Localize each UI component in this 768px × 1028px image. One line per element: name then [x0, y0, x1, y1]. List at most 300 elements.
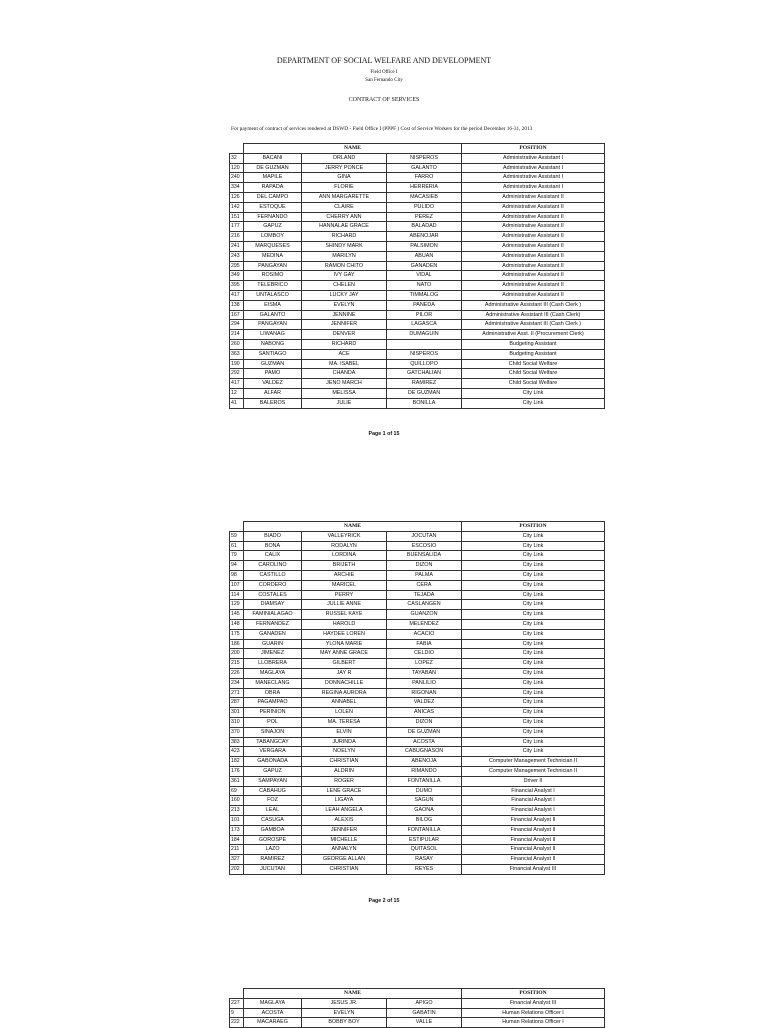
position-cell: Financial Analyst III	[462, 998, 605, 1008]
middle-name-cell: DIZON	[387, 561, 462, 571]
header-position: POSITION	[462, 989, 605, 999]
position-cell: City Link	[462, 708, 605, 718]
row-number-cell: 200	[230, 649, 244, 659]
first-name-cell: ROGER	[302, 776, 387, 786]
last-name-cell: LOMBOY	[244, 232, 302, 242]
position-cell: Financial Analyst II	[462, 815, 605, 825]
last-name-cell: MARQUESES	[244, 241, 302, 251]
last-name-cell: GUZMAN	[244, 359, 302, 369]
row-number-cell: 334	[230, 183, 244, 193]
last-name-cell: ALFAR	[244, 388, 302, 398]
last-name-cell: FERNANDO	[244, 212, 302, 222]
middle-name-cell: GAONA	[387, 806, 462, 816]
row-number-cell: 363	[230, 349, 244, 359]
position-cell: City Link	[462, 570, 605, 580]
row-number-cell: 287	[230, 698, 244, 708]
row-number-cell: 271	[230, 688, 244, 698]
middle-name-cell: DUMO	[387, 786, 462, 796]
first-name-cell: ANNABEL	[302, 698, 387, 708]
row-number-cell: 173	[230, 825, 244, 835]
middle-name-cell: ESCOSIO	[387, 541, 462, 551]
position-cell: Financial Analyst II	[462, 845, 605, 855]
first-name-cell: ORLAND	[302, 153, 387, 163]
last-name-cell: GUARIN	[244, 639, 302, 649]
table-row	[230, 610, 605, 620]
position-cell: Financial Analyst II	[462, 855, 605, 865]
first-name-cell: RICHARD	[302, 232, 387, 242]
position-cell: Administrative Asst. II (Procurement Clerk)	[462, 330, 605, 340]
first-name-cell: IVY GAY	[302, 271, 387, 281]
table-row	[230, 864, 605, 874]
last-name-cell: ESTOQUE	[244, 202, 302, 212]
middle-name-cell: TAYABAN	[387, 668, 462, 678]
table-row	[230, 688, 605, 698]
first-name-cell: HAYDEE LOREN	[302, 629, 387, 639]
table-row	[230, 320, 605, 330]
first-name-cell: RICHARD	[302, 339, 387, 349]
position-cell: Human Relations Officer I	[462, 1018, 605, 1028]
table-row	[230, 271, 605, 281]
middle-name-cell: CASLANGEN	[387, 600, 462, 610]
department-title: DEPARTMENT OF SOCIAL WELFARE AND DEVELOPMENT	[276, 56, 492, 65]
position-cell: Budgeting Assistant	[462, 349, 605, 359]
middle-name-cell: DE GUZMAN	[387, 388, 462, 398]
row-number-cell: 243	[230, 251, 244, 261]
last-name-cell: PAMO	[244, 369, 302, 379]
row-number-cell: 145	[230, 610, 244, 620]
table-row	[230, 668, 605, 678]
row-number-cell: 126	[230, 192, 244, 202]
row-number-cell: 213	[230, 806, 244, 816]
last-name-cell: PERINION	[244, 708, 302, 718]
last-name-cell: CASTILLO	[244, 570, 302, 580]
last-name-cell: GOROSPE	[244, 835, 302, 845]
last-name-cell: ROSIMO	[244, 271, 302, 281]
position-cell: Administrative Assistant II	[462, 290, 605, 300]
last-name-cell: VERGARA	[244, 747, 302, 757]
first-name-cell: EVELYN	[302, 300, 387, 310]
city-label: San Fernando City	[365, 78, 403, 83]
first-name-cell: ACE	[302, 349, 387, 359]
position-cell: City Link	[462, 659, 605, 669]
table-row	[230, 639, 605, 649]
row-number-cell: 107	[230, 580, 244, 590]
table-row	[230, 369, 605, 379]
row-number-cell: 176	[230, 766, 244, 776]
row-number-cell: 167	[230, 310, 244, 320]
last-name-cell: MAPILE	[244, 173, 302, 183]
first-name-cell: LOLEN	[302, 708, 387, 718]
table-row	[230, 766, 605, 776]
table-row	[230, 153, 605, 163]
row-number-cell: 214	[230, 330, 244, 340]
last-name-cell: RAMIREZ	[244, 855, 302, 865]
middle-name-cell: NISPEROS	[387, 153, 462, 163]
table-row	[230, 339, 605, 349]
first-name-cell: CLAIRE	[302, 202, 387, 212]
last-name-cell: CAROLINO	[244, 561, 302, 571]
last-name-cell: SINAJON	[244, 727, 302, 737]
last-name-cell: LAZO	[244, 845, 302, 855]
table-row	[230, 388, 605, 398]
table-row	[230, 541, 605, 551]
table-row	[230, 786, 605, 796]
row-number-cell: 59	[230, 531, 244, 541]
position-cell: City Link	[462, 388, 605, 398]
middle-name-cell: PALMA	[387, 570, 462, 580]
middle-name-cell: DE GUZMAN	[387, 727, 462, 737]
last-name-cell: TABANGCAY	[244, 737, 302, 747]
first-name-cell: ANNALYN	[302, 845, 387, 855]
table-row	[230, 379, 605, 389]
first-name-cell: MA. ISABEL	[302, 359, 387, 369]
last-name-cell: CASUGA	[244, 815, 302, 825]
row-number-cell: 361	[230, 776, 244, 786]
table-row	[230, 845, 605, 855]
row-number-cell: 292	[230, 369, 244, 379]
header-blank	[230, 144, 244, 154]
row-number-cell: 310	[230, 717, 244, 727]
table-row	[230, 737, 605, 747]
position-cell: City Link	[462, 717, 605, 727]
table-row	[230, 300, 605, 310]
middle-name-cell: RIGONAN	[387, 688, 462, 698]
table-row	[230, 998, 605, 1008]
table-row	[230, 649, 605, 659]
row-number-cell: 98	[230, 570, 244, 580]
position-cell: City Link	[462, 600, 605, 610]
position-cell: City Link	[462, 590, 605, 600]
row-number-cell: 327	[230, 855, 244, 865]
middle-name-cell: BONILLA	[387, 398, 462, 408]
header-name: NAME	[244, 522, 462, 532]
position-cell: Administrative Assistant II	[462, 232, 605, 242]
table-row	[230, 1008, 605, 1018]
row-number-cell: 370	[230, 727, 244, 737]
first-name-cell: JAY R	[302, 668, 387, 678]
middle-name-cell: BILOG	[387, 815, 462, 825]
middle-name-cell: BUENSALIDA	[387, 551, 462, 561]
middle-name-cell: ACACIO	[387, 629, 462, 639]
row-number-cell: 32	[230, 153, 244, 163]
row-number-cell: 234	[230, 678, 244, 688]
row-number-cell: 160	[230, 796, 244, 806]
last-name-cell: FERNANDEZ	[244, 619, 302, 629]
table-row	[230, 570, 605, 580]
table-row	[230, 815, 605, 825]
first-name-cell: YLONA MARIE	[302, 639, 387, 649]
first-name-cell: LIGAYA	[302, 796, 387, 806]
table-row	[230, 359, 605, 369]
row-number-cell: 114	[230, 590, 244, 600]
last-name-cell: GAPUZ	[244, 766, 302, 776]
last-name-cell: PANGAYAN	[244, 261, 302, 271]
last-name-cell: MEDINA	[244, 251, 302, 261]
last-name-cell: EISMA	[244, 300, 302, 310]
position-cell: Child Social Welfare	[462, 379, 605, 389]
table-row	[230, 825, 605, 835]
first-name-cell: HANNALAE GRACE	[302, 222, 387, 232]
last-name-cell: BACANI	[244, 153, 302, 163]
position-cell: City Link	[462, 678, 605, 688]
first-name-cell: RAMON CHITO	[302, 261, 387, 271]
position-cell: Child Social Welfare	[462, 359, 605, 369]
middle-name-cell: NISPEROS	[387, 349, 462, 359]
table-header-row	[230, 522, 605, 532]
table-row	[230, 806, 605, 816]
roster-table-page-1	[229, 143, 605, 409]
first-name-cell: REGINA AURORA	[302, 688, 387, 698]
row-number-cell: 177	[230, 222, 244, 232]
header-name: NAME	[244, 989, 462, 999]
payment-description: For payment of contract of services rendered at DSWD - Field Office I (PPPF ) Cost of Service Workers for the period December 16-31, 2013	[231, 126, 533, 132]
row-number-cell: 148	[230, 619, 244, 629]
position-cell: City Link	[462, 551, 605, 561]
last-name-cell: JIMENEZ	[244, 649, 302, 659]
last-name-cell: BIADO	[244, 531, 302, 541]
table-row	[230, 590, 605, 600]
table-row	[230, 796, 605, 806]
position-cell: Financial Analyst II	[462, 835, 605, 845]
middle-name-cell: TIMMALOG	[387, 290, 462, 300]
last-name-cell: FOZ	[244, 796, 302, 806]
position-cell: City Link	[462, 698, 605, 708]
middle-name-cell: CELDIO	[387, 649, 462, 659]
middle-name-cell: HERRERIA	[387, 183, 462, 193]
last-name-cell: MAGLAYA	[244, 998, 302, 1008]
middle-name-cell: GUANZON	[387, 610, 462, 620]
table-row	[230, 747, 605, 757]
row-number-cell: 182	[230, 757, 244, 767]
position-cell: Administrative Assistant III (Cash Clerk)	[462, 310, 605, 320]
row-number-cell: 301	[230, 708, 244, 718]
middle-name-cell: LOPEZ	[387, 659, 462, 669]
table-row	[230, 757, 605, 767]
table-row	[230, 835, 605, 845]
row-number-cell: 61	[230, 541, 244, 551]
last-name-cell: POL	[244, 717, 302, 727]
middle-name-cell: ACOSTA	[387, 737, 462, 747]
row-number-cell: 129	[230, 600, 244, 610]
middle-name-cell: GATCHALIAN	[387, 369, 462, 379]
middle-name-cell: GALANTO	[387, 163, 462, 173]
table-row	[230, 398, 605, 408]
middle-name-cell: NATO	[387, 281, 462, 291]
position-cell: City Link	[462, 668, 605, 678]
last-name-cell: BALEROS	[244, 398, 302, 408]
table-row	[230, 241, 605, 251]
first-name-cell: BOBBY BOY	[302, 1018, 387, 1028]
middle-name-cell: GABATIN	[387, 1008, 462, 1018]
row-number-cell: 41	[230, 398, 244, 408]
first-name-cell: MELISSA	[302, 388, 387, 398]
middle-name-cell: MACASIEB	[387, 192, 462, 202]
table-row	[230, 251, 605, 261]
middle-name-cell: RIMANDO	[387, 766, 462, 776]
roster-table-page-2	[229, 521, 605, 875]
table-row	[230, 619, 605, 629]
middle-name-cell: RAMIREZ	[387, 379, 462, 389]
position-cell: Human Relations Officer I	[462, 1008, 605, 1018]
position-cell: City Link	[462, 649, 605, 659]
first-name-cell: RODALYN	[302, 541, 387, 551]
first-name-cell: RUSSEL KAYE	[302, 610, 387, 620]
last-name-cell: FAMINIALAGAO	[244, 610, 302, 620]
last-name-cell: MAGLAYA	[244, 668, 302, 678]
row-number-cell: 222	[230, 1018, 244, 1028]
table-row	[230, 232, 605, 242]
table-row	[230, 1018, 605, 1028]
row-number-cell: 294	[230, 320, 244, 330]
table-row	[230, 290, 605, 300]
position-cell: Administrative Assistant II	[462, 241, 605, 251]
position-cell: City Link	[462, 688, 605, 698]
first-name-cell: SHINDY MARK	[302, 241, 387, 251]
middle-name-cell: FONTANILLA	[387, 776, 462, 786]
table-row	[230, 531, 605, 541]
position-cell: City Link	[462, 561, 605, 571]
row-number-cell: 175	[230, 629, 244, 639]
middle-name-cell: VIDAL	[387, 271, 462, 281]
position-cell: City Link	[462, 629, 605, 639]
last-name-cell: SAMPAYAN	[244, 776, 302, 786]
position-cell: Administrative Assistant II	[462, 261, 605, 271]
middle-name-cell: ESTIPULAR	[387, 835, 462, 845]
first-name-cell: LUCKY JAY	[302, 290, 387, 300]
middle-name-cell: DIZON	[387, 717, 462, 727]
last-name-cell: GAPUZ	[244, 222, 302, 232]
table-header-row	[230, 989, 605, 999]
last-name-cell: UNTALASCO	[244, 290, 302, 300]
row-number-cell: 184	[230, 835, 244, 845]
middle-name-cell: SAGUN	[387, 796, 462, 806]
middle-name-cell: ABENOJA	[387, 757, 462, 767]
middle-name-cell: JOCUTAN	[387, 531, 462, 541]
position-cell: Computer Management Technician II	[462, 757, 605, 767]
position-cell: Administrative Assistant I	[462, 163, 605, 173]
first-name-cell: MICHELLE	[302, 835, 387, 845]
first-name-cell: GEORGE ALLAN	[302, 855, 387, 865]
table-row	[230, 727, 605, 737]
middle-name-cell: BALADAD	[387, 222, 462, 232]
first-name-cell: ALEXIS	[302, 815, 387, 825]
last-name-cell: OBRA	[244, 688, 302, 698]
last-name-cell: VALDEZ	[244, 379, 302, 389]
first-name-cell: FLORIE	[302, 183, 387, 193]
row-number-cell: 295	[230, 261, 244, 271]
table-row	[230, 855, 605, 865]
position-cell: Financial Analyst II	[462, 825, 605, 835]
table-row	[230, 163, 605, 173]
row-number-cell: 142	[230, 202, 244, 212]
row-number-cell: 79	[230, 551, 244, 561]
last-name-cell: ACOSTA	[244, 1008, 302, 1018]
middle-name-cell: LAGASCA	[387, 320, 462, 330]
last-name-cell: CABAHUG	[244, 786, 302, 796]
first-name-cell: JENNIFER	[302, 825, 387, 835]
middle-name-cell: ANICAS	[387, 708, 462, 718]
table-row	[230, 192, 605, 202]
first-name-cell: EVELYN	[302, 1008, 387, 1018]
field-office-label: Field Office I	[370, 70, 398, 75]
last-name-cell: TELEBRICO	[244, 281, 302, 291]
row-number-cell: 383	[230, 737, 244, 747]
middle-name-cell: APIGO	[387, 998, 462, 1008]
last-name-cell: GANADEN	[244, 629, 302, 639]
position-cell: Driver II	[462, 776, 605, 786]
header-name: NAME	[244, 144, 462, 154]
first-name-cell: CHANDA	[302, 369, 387, 379]
first-name-cell: DENVER	[302, 330, 387, 340]
table-row	[230, 183, 605, 193]
first-name-cell: GILBERT	[302, 659, 387, 669]
first-name-cell: BRIJETH	[302, 561, 387, 571]
middle-name-cell: PULIDO	[387, 202, 462, 212]
row-number-cell: 227	[230, 998, 244, 1008]
table-row	[230, 281, 605, 291]
position-cell: City Link	[462, 541, 605, 551]
table-row	[230, 600, 605, 610]
last-name-cell: BONA	[244, 541, 302, 551]
position-cell: Budgeting Assistant	[462, 339, 605, 349]
last-name-cell: DE GUZMAN	[244, 163, 302, 173]
position-cell: Administrative Assistant I	[462, 183, 605, 193]
table-row	[230, 698, 605, 708]
first-name-cell: MARICEL	[302, 580, 387, 590]
first-name-cell: ANN MARGARETTE	[302, 192, 387, 202]
middle-name-cell: QUILLOPO	[387, 359, 462, 369]
first-name-cell: DONNACHILLE	[302, 678, 387, 688]
row-number-cell: 241	[230, 241, 244, 251]
position-cell: City Link	[462, 531, 605, 541]
row-number-cell: 9	[230, 1008, 244, 1018]
position-cell: Administrative Assistant II	[462, 222, 605, 232]
last-name-cell: SANTIAGO	[244, 349, 302, 359]
first-name-cell: NOELYN	[302, 747, 387, 757]
position-cell: Financial Analyst III	[462, 864, 605, 874]
position-cell: City Link	[462, 580, 605, 590]
position-cell: Administrative Assistant II	[462, 212, 605, 222]
position-cell: Administrative Assistant II	[462, 251, 605, 261]
row-number-cell: 151	[230, 212, 244, 222]
table-row	[230, 659, 605, 669]
last-name-cell: DEL CAMPO	[244, 192, 302, 202]
first-name-cell: ELVIN	[302, 727, 387, 737]
row-number-cell: 240	[230, 173, 244, 183]
first-name-cell: VALLEYRICK	[302, 531, 387, 541]
row-number-cell: 69	[230, 786, 244, 796]
first-name-cell: LENE GRACE	[302, 786, 387, 796]
table-row	[230, 708, 605, 718]
first-name-cell: JESUS JR.	[302, 998, 387, 1008]
middle-name-cell: PALSIMON	[387, 241, 462, 251]
page-footer-1: Page 1 of 15	[368, 431, 400, 437]
position-cell: City Link	[462, 639, 605, 649]
first-name-cell: JENNINE	[302, 310, 387, 320]
position-cell: Financial Analyst I	[462, 796, 605, 806]
last-name-cell: MANECLANG	[244, 678, 302, 688]
first-name-cell: HAROLD	[302, 619, 387, 629]
last-name-cell: GALANTO	[244, 310, 302, 320]
last-name-cell: CORDERO	[244, 580, 302, 590]
middle-name-cell: MELENDEZ	[387, 619, 462, 629]
first-name-cell: LORDINA	[302, 551, 387, 561]
table-row	[230, 717, 605, 727]
first-name-cell: CHRISTIAN	[302, 864, 387, 874]
last-name-cell: NABONG	[244, 339, 302, 349]
row-number-cell: 138	[230, 300, 244, 310]
position-cell: Computer Management Technician II	[462, 766, 605, 776]
